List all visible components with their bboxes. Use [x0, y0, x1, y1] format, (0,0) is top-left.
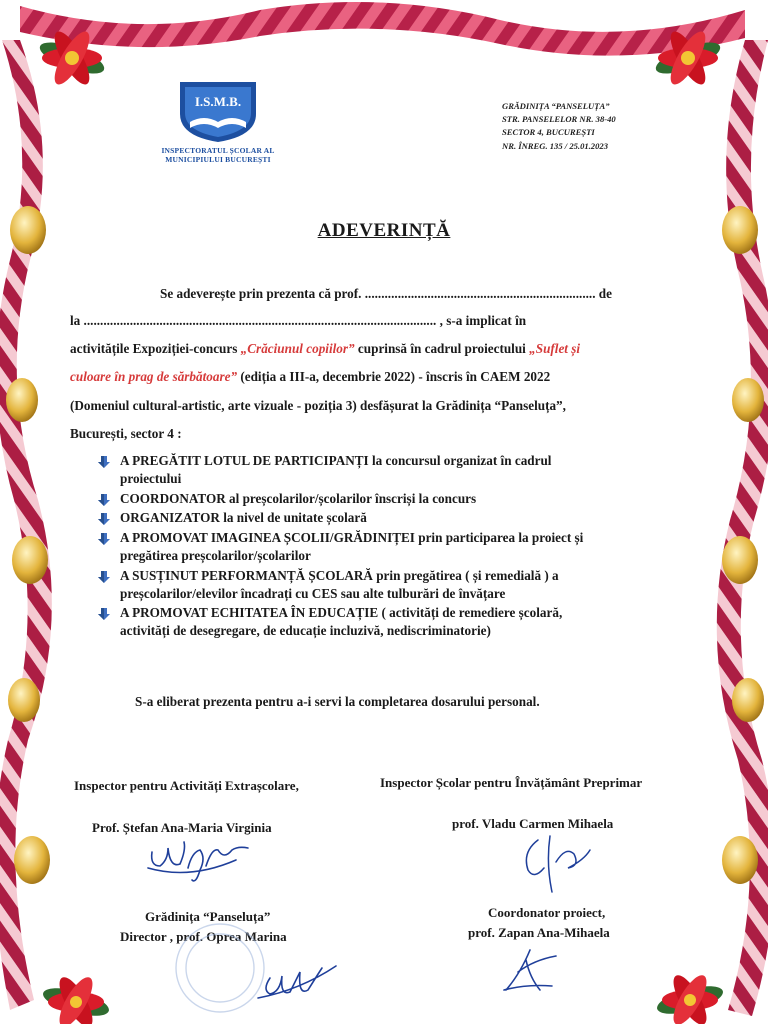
signature-vladu	[526, 836, 590, 892]
signatory-right-bottom-name: prof. Zapan Ana-Mihaela	[468, 925, 610, 940]
signatory-left-top-role: Inspector pentru Activități Extrașcolare,	[74, 778, 299, 793]
closing-sentence: S-a eliberat prezenta pentru a-i servi la completarea dosarului personal.	[135, 694, 540, 709]
stamp-circle	[176, 924, 264, 1012]
list-item: A SUSȚINUT PERFORMANȚĂ ȘCOLARĂ prin pregătirea ( și remedială ) a preșcolarilor/elevilor încadrați cu CES sau alte tulburări de învățare	[98, 567, 658, 603]
contest-name: „Crăciunul copiilor”	[240, 341, 355, 356]
institution-city: SECTOR 4, BUCUREȘTI	[502, 127, 595, 138]
signatory-left-bottom-role: Grădinița “Panseluța”	[145, 909, 271, 924]
logo-caption: INSPECTORATUL ȘCOLAR AL MUNICIPIULUI BUCUREȘTI	[161, 146, 275, 164]
signature-zapan	[504, 950, 556, 990]
signatory-right-top-role: Inspector Școlar pentru Învățământ Preprimar	[380, 775, 643, 790]
signatory-right-bottom-role: Coordonator proiect,	[488, 905, 606, 920]
list-item: A PROMOVAT ECHITATEA ÎN EDUCAȚIE ( activități de remediere școlară, activități de desegregare, de educație incluzivă, nediscriminatorie)	[98, 604, 658, 640]
signature-oprea	[258, 966, 336, 998]
institution-name: GRĂDINIȚA “PANSELUȚA”	[502, 101, 610, 111]
project-name-part1: „Suflet și	[529, 341, 581, 356]
body-line-5: (Domeniul cultural-artistic, arte vizuale - poziția 3) desfășurat la Grădinița “Panseluța”,	[70, 398, 566, 413]
body-line-2: la ........................................................................................................... , s-a implicat în	[70, 313, 527, 328]
document-title: ADEVERINȚĂ	[317, 220, 451, 241]
list-item: A PROMOVAT IMAGINEA ȘCOLII/GRĂDINIȚEI prin participarea la proiect și pregătirea preșcolarilor/școlarilor	[98, 529, 658, 565]
body-line-4: culoare în prag de sărbătoare” (ediția a III-a, decembrie 2022) - înscris în CAEM 2022	[70, 369, 551, 384]
registration-number: NR. ÎNREG. 135 / 25.01.2023	[502, 140, 608, 151]
list-item: COORDONATOR al preșcolarilor/școlarilor înscriși la concurs	[98, 490, 658, 508]
body-line-1: Se adeverește prin prezenta că prof. ...................................................................... de	[160, 286, 612, 301]
institution-street: STR. PANSELELOR NR. 38-40	[502, 114, 616, 125]
list-item: ORGANIZATOR la nivel de unitate școlară	[98, 509, 658, 527]
signature-stefan	[148, 842, 248, 881]
project-name-part2: culoare în prag de sărbătoare”	[70, 369, 238, 384]
signatory-right-top-name: prof. Vladu Carmen Mihaela	[452, 816, 614, 831]
logo-initials: I.S.M.B.	[194, 94, 242, 109]
body-line-3: activitățile Expoziției-concurs „Crăciunul copiilor” cuprinsă în cadrul proiectului „Suflet și	[70, 341, 581, 356]
signatory-left-top-name: Prof. Ștefan Ana-Maria Virginia	[92, 820, 272, 835]
list-item: A PREGĂTIT LOTUL DE PARTICIPANȚI la concursul organizat în cadrul proiectului	[98, 452, 658, 488]
body-line-6: București, sector 4 :	[70, 426, 182, 441]
signatory-left-bottom-name: Director , prof. Oprea Marina	[120, 929, 287, 944]
